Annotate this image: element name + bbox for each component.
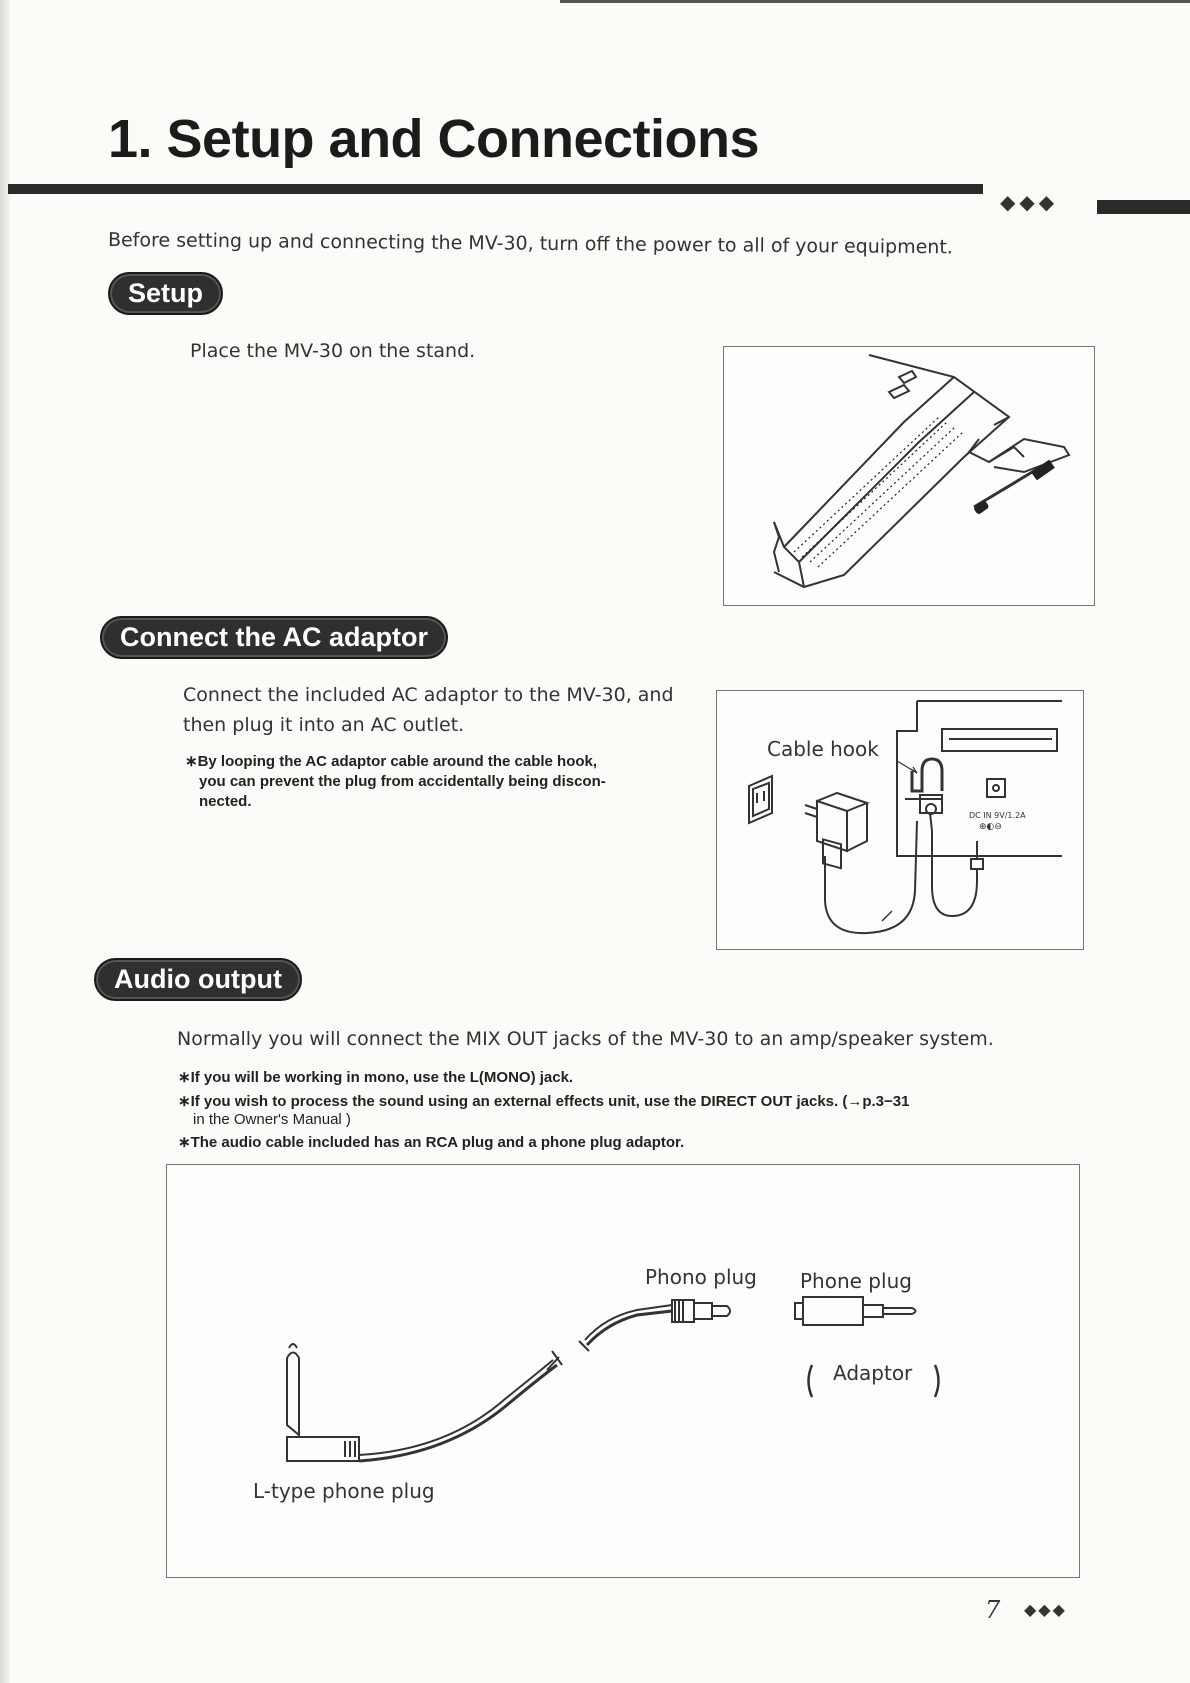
audio-cable-figure [166, 1164, 1080, 1578]
ac-adaptor-heading: Connect the AC adaptor [100, 616, 448, 659]
polarity-label: ⊕◐⊖ [979, 822, 1002, 832]
ac-adaptor-text-line2: then plug it into an AC outlet. [183, 714, 465, 736]
intro-text: Before setting up and connecting the MV-30, turn off the power to all of your equipment. [107, 229, 953, 259]
audio-output-heading: Audio output [94, 958, 302, 1001]
dc-in-label: DC IN 9V/1.2A [969, 811, 1026, 820]
adaptor-label: Adaptor [833, 1361, 913, 1385]
setup-heading: Setup [108, 272, 223, 315]
audio-note-manual-ref: in the Owner's Manual ) [193, 1111, 351, 1128]
cable-hook-label: Cable hook [767, 737, 879, 761]
audio-note-direct-out: ∗If you wish to process the sound using an external effects unit, use the DIRECT OUT jacks. (→p.3−31 [178, 1093, 910, 1110]
title-rule [8, 184, 983, 194]
top-edge-line [560, 0, 1190, 3]
l-type-plug-label: L-type phone plug [253, 1479, 435, 1503]
phono-plug-label: Phono plug [645, 1265, 757, 1289]
ac-adaptor-note-line1: ∗By looping the AC adaptor cable around the cable hook, [185, 753, 598, 770]
setup-figure [723, 346, 1095, 606]
keyboard-on-stand-illustration [724, 347, 1094, 605]
ac-adaptor-text-line1: Connect the included AC adaptor to the MV-30, and [183, 684, 674, 706]
page-number: 7 [985, 1596, 1001, 1624]
audio-output-text: Normally you will connect the MIX OUT jacks of the MV-30 to an amp/speaker system. [177, 1028, 994, 1050]
page-binding-shadow [0, 0, 10, 1683]
diamond-decoration: ◆◆◆ [1000, 190, 1059, 214]
ac-adaptor-note-line2: you can prevent the plug from accidentally being discon- [199, 773, 606, 790]
audio-cable-illustration [167, 1165, 1079, 1577]
title-rule-right [1097, 200, 1190, 214]
page-title: 1. Setup and Connections [108, 109, 760, 169]
ac-adaptor-figure [716, 690, 1084, 950]
footer-diamonds: ◆◆◆ [1024, 1600, 1067, 1619]
ac-adaptor-illustration [717, 691, 1083, 949]
setup-text: Place the MV-30 on the stand. [190, 340, 476, 362]
ac-adaptor-note-line3: nected. [199, 793, 252, 810]
phone-plug-label: Phone plug [800, 1269, 912, 1293]
audio-note-cable: ∗The audio cable included has an RCA plug and a phone plug adaptor. [178, 1134, 685, 1151]
audio-note-mono: ∗If you will be working in mono, use the L(MONO) jack. [178, 1069, 574, 1086]
